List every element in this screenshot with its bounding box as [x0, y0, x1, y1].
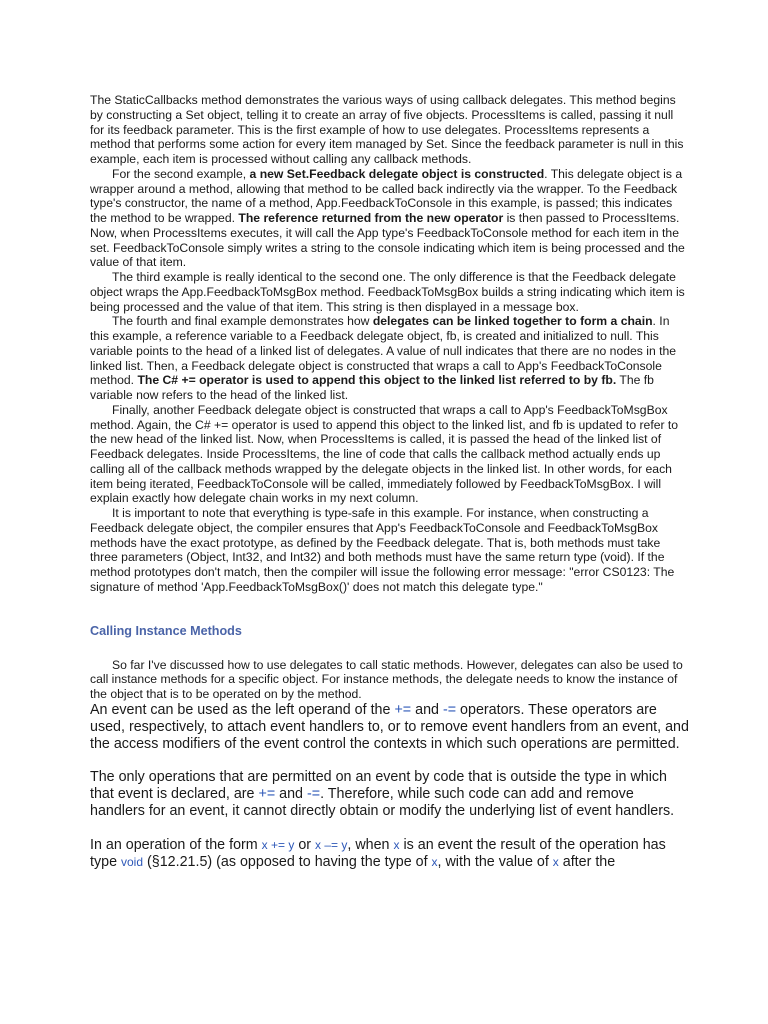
paragraph-3: The third example is really identical to the second one. The only difference is that the Feedback delegate object wraps the App.FeedbackToMsgBox method. FeedbackToMsgBox builds a string indicating which item is being processed and the value of that item. This string is then displayed in a message box. [90, 270, 685, 314]
text-run: . Therefore, while such code can add and remove handlers for an event, it cannot directly obtain or modify the underlying list of event handlers. [90, 786, 675, 820]
inline-code: x [431, 855, 438, 870]
text-run: . This delegate object is a wrapper around a method, allowing that method to be called back indirectly via the wrapper. To the Feedback type's constructor, the name of a method, App.FeedbackToConsole in this example, is passed; this indicates the method to be wrapped. [90, 166, 683, 225]
paragraph-2 [90, 167, 690, 270]
paragraph-10 [90, 837, 690, 871]
paragraph-5: Finally, another Feedback delegate object is constructed that wraps a call to App's FeedbackToMsgBox method. Again, the C# += operator is used to append this object to the linked list, and fb is updated to refer to the new head of the linked list. Now, when ProcessItems is called, it is passed the head of the linked list of Feedback delegates. Inside ProcessItems, the line of code that calls the callback method actually ends up calling all of the callback methods wrapped by the delegate objects in the linked list. In other words, for each item being iterated, FeedbackToConsole will be called, immediately followed by FeedbackToMsgBox. I will explain exactly how delegate chain works in my next column. [90, 402, 679, 506]
text-run: The only operations that are permitted on an event by code that is outside the type in which that event is declared, are [90, 769, 667, 803]
text-run: and [275, 786, 307, 803]
inline-code: x [552, 855, 559, 870]
operator-code: -= [307, 786, 321, 803]
event-operators-body [90, 702, 690, 871]
paragraph-1: The StaticCallbacks method demonstrates the various ways of using callback delegates. This method begins by constructing a Set object, telling it to create an array of five objects. ProcessItems is called, passing it null for its feedback parameter. This is the first example of how to use delegates. ProcessItems represents a method that performs some action for every item managed by Set. Since the feedback parameter is null in this example, each item is processed without calling any callback methods. [90, 93, 684, 166]
text-run: The fourth and final example demonstrates how [112, 314, 373, 329]
inline-code: x [393, 838, 400, 853]
inline-code: void [121, 855, 144, 870]
text-run: after the [558, 854, 616, 871]
paragraph-6: It is important to note that everything is type-safe in this example. For instance, when constructing a Feedback delegate object, the compiler ensures that App's FeedbackToConsole and FeedbackToMsgBox methods have the exact prototype, as defined by the Feedback delegate. That is, both methods must take three parameters (Object, Int32, and Int32) and both methods must have the same return type (void). If the method prototypes don't match, then the compiler will issue the following error message: "error CS0123: The signature of method 'App.FeedbackToMsgBox()' does not match this delegate type." [90, 506, 675, 594]
bold-run: delegates can be linked together to form a chain [372, 314, 653, 329]
inline-code: x –= y [315, 838, 348, 853]
text-run: is an event the result of the operation has type [90, 837, 666, 871]
section-heading: Calling Instance Methods [90, 623, 242, 638]
bold-run: a new Set.Feedback delegate object is constructed [249, 166, 545, 181]
inline-code: x += y [261, 838, 295, 853]
operator-code: -= [442, 701, 457, 718]
delegates-body [90, 93, 690, 595]
paragraph-9 [90, 769, 690, 820]
text-run: . In this example, a reference variable to a Feedback delegate object, fb, is created and initialized to null. This variable points to the head of a linked list of delegates. A value of null indicates that there are no nodes in the linked list. Then, a Feedback delegate object is constructed that wraps a call to App's FeedbackToConsole method. [90, 314, 677, 388]
operator-code: += [394, 701, 412, 718]
text-run: An event can be used as the left operand of the [90, 701, 395, 718]
text-run: , when [347, 837, 394, 854]
instance-methods-body [90, 658, 690, 702]
text-run: is then passed to ProcessItems. Now, when ProcessItems executes, it will call the App type's FeedbackToConsole method for each item in the set. FeedbackToConsole simply writes a string to the console indicating which item is being processed and the value of that item. [90, 211, 685, 270]
text-run: For the second example, [112, 166, 250, 181]
text-run: or [294, 837, 316, 854]
text-run: In an operation of the form [90, 837, 262, 854]
bold-run: The C# += operator is used to append this object to the linked list referred to by fb. [137, 373, 617, 388]
text-run: The fb variable now refers to the head of the linked list. [90, 373, 654, 402]
document-page [90, 93, 690, 871]
text-run: , with the value of [437, 854, 553, 871]
bold-run: The reference returned from the new operator [238, 211, 504, 225]
text-run: (§12.21.5) (as opposed to having the type of [143, 854, 432, 871]
paragraph-4 [90, 314, 690, 403]
text-run: operators. These operators are used, respectively, to attach event handlers to, or to remove event handlers from an event, and the access modifiers of the event control the contexts in which such operations are permitted. [90, 701, 689, 752]
text-run: and [411, 701, 443, 718]
operator-code: += [258, 786, 276, 803]
paragraph-7: So far I've discussed how to use delegates to call static methods. However, delegates can also be used to call instance methods for a specific object. For instance methods, the delegate needs to know the instance of the object that is to be operated on by the method. [90, 657, 683, 701]
paragraph-8 [90, 702, 690, 753]
